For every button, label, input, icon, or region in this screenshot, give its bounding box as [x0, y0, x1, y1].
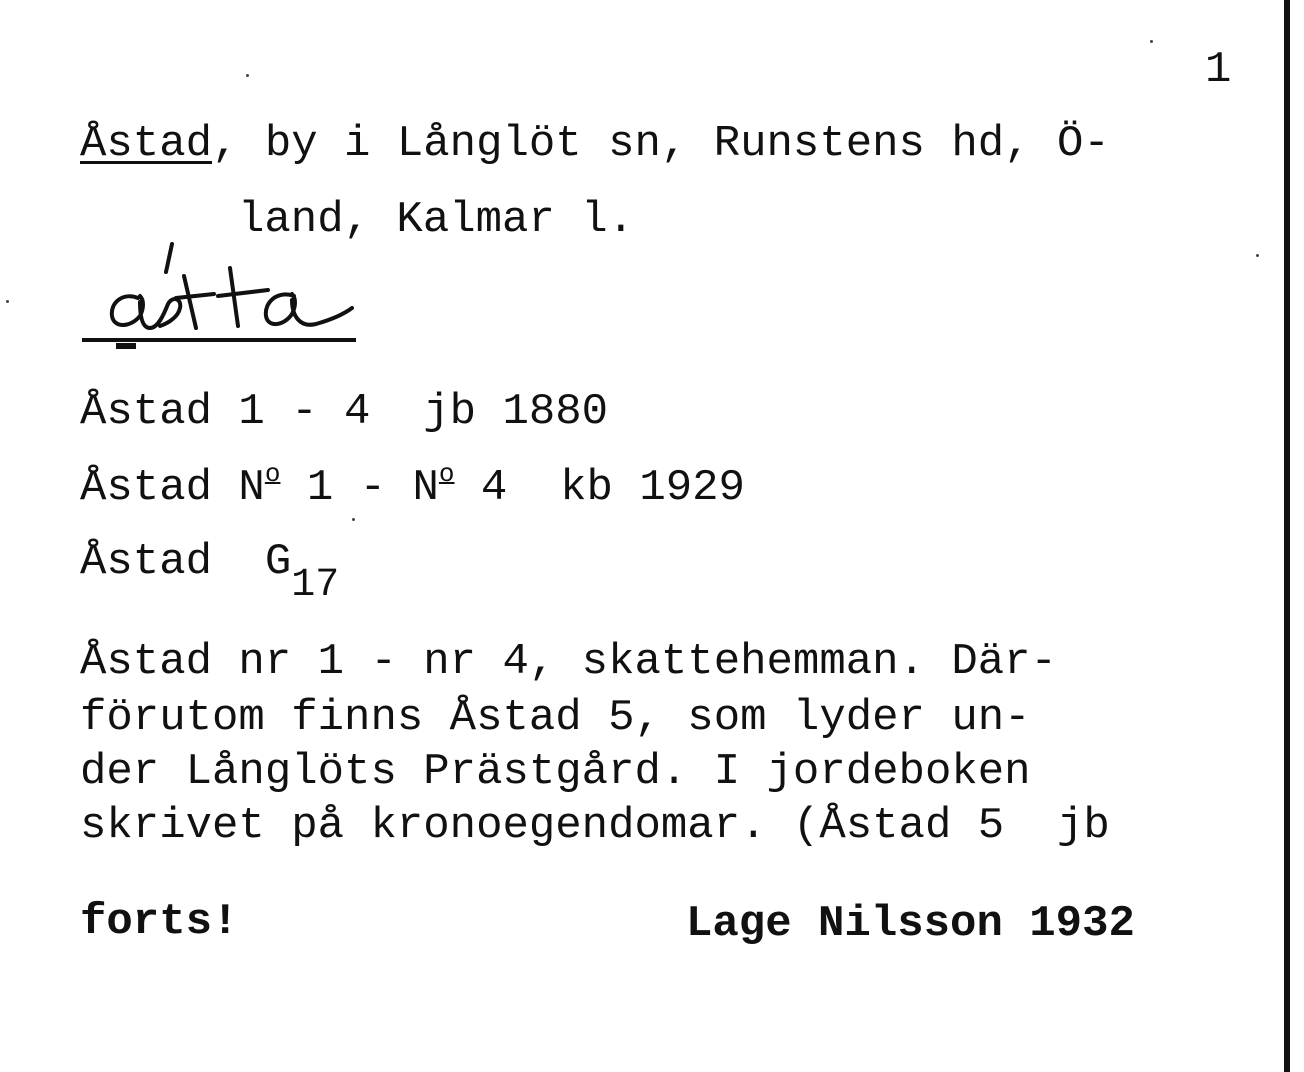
speck: [1150, 40, 1153, 43]
speck: [6, 300, 9, 303]
heading-line-2: land, Kalmar l.: [238, 195, 635, 245]
reference-kb-part: 4 kb 1929: [454, 463, 745, 513]
numero-sign: o: [264, 459, 281, 489]
note-line: skrivet på kronoegendomar. (Åstad 5 jb: [80, 801, 1110, 851]
handwritten-pronunciation: [80, 236, 380, 371]
note-line: der Långlöts Prästgård. I jordeboken: [80, 747, 1031, 797]
place-name: Åstad: [80, 119, 213, 169]
speck: [246, 74, 249, 77]
heading-line-1-rest: , by i Långlöt sn, Runstens hd, Ö-: [212, 119, 1110, 169]
numero-sign: o: [438, 459, 455, 489]
heading-line-1: [80, 119, 1110, 169]
speck: [352, 518, 355, 521]
reference-kb-part: 1 - N: [280, 463, 439, 513]
note-line: Åstad nr 1 - nr 4, skattehemman. Där-: [80, 637, 1057, 687]
page-number: 1: [1205, 45, 1232, 95]
note-line: förutom finns Åstad 5, som lyder un-: [80, 693, 1031, 743]
handwritten-pronunciation-drawing: [80, 236, 380, 366]
speck: [1256, 254, 1259, 257]
reference-g17: [80, 537, 340, 608]
reference-kb-1929: [80, 459, 745, 513]
reference-g-part: Åstad G: [80, 537, 292, 587]
reference-kb-part: Åstad N: [80, 463, 265, 513]
author-signature: Lage Nilsson 1932: [686, 899, 1135, 949]
reference-jb-1880: Åstad 1 - 4 jb 1880: [80, 387, 609, 437]
reference-g-subscript: 17: [291, 563, 340, 608]
continued-marker: forts!: [80, 897, 239, 947]
card-edge-line: [1284, 0, 1290, 1072]
